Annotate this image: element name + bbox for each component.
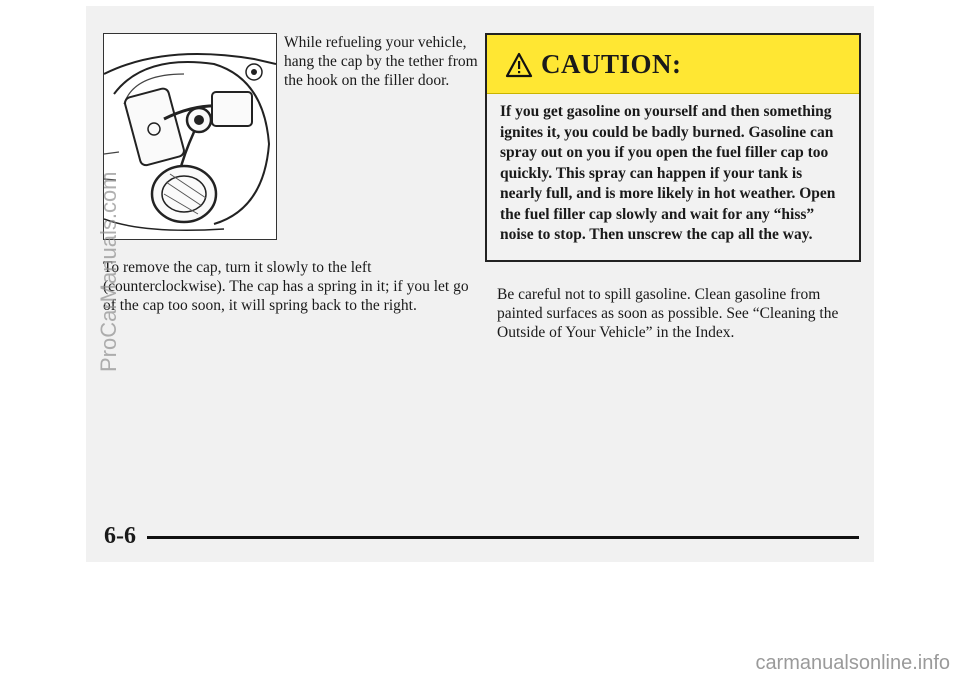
fuel-cap-tether-drawing bbox=[104, 34, 276, 239]
caution-box bbox=[485, 33, 861, 262]
warning-triangle-icon bbox=[505, 52, 533, 78]
caution-header bbox=[487, 35, 859, 94]
caution-heading bbox=[505, 49, 682, 80]
page-number: 6-6 bbox=[104, 523, 136, 549]
spill-warning-paragraph: Be careful not to spill gasoline. Clean gasoline from painted surfaces as soon as possible. See “Cleaning the Outside of Your Vehicle” in the Index. bbox=[497, 286, 839, 341]
cap-removal-paragraph: To remove the cap, turn it slowly to the left (counterclockwise). The cap has a spring in it; if you let go of the cap too soon, it will spring back to the right. bbox=[103, 259, 469, 314]
caution-title: CAUTION: bbox=[541, 49, 682, 79]
watermark-bottom: carmanualsonline.info bbox=[755, 652, 950, 674]
illustration-caption: While refueling your vehicle, hang the cap by the tether from the hook on the filler door. bbox=[284, 34, 478, 89]
caution-text: If you get gasoline on yourself and then something ignites it, you could be badly burned. Gasoline can spray out on you if you open the fuel filler cap too quickly. This spray can happen if your tank is nearly full, and is more likely in hot weather. Open the fuel filler cap slowly and wait for any “hiss” noise to stop. Then unscrew the cap all the way. bbox=[500, 103, 836, 243]
watermark-left: ProCarManuals.com bbox=[96, 171, 121, 372]
fuel-filler-door-illustration bbox=[103, 33, 277, 240]
footer-rule bbox=[147, 536, 859, 539]
